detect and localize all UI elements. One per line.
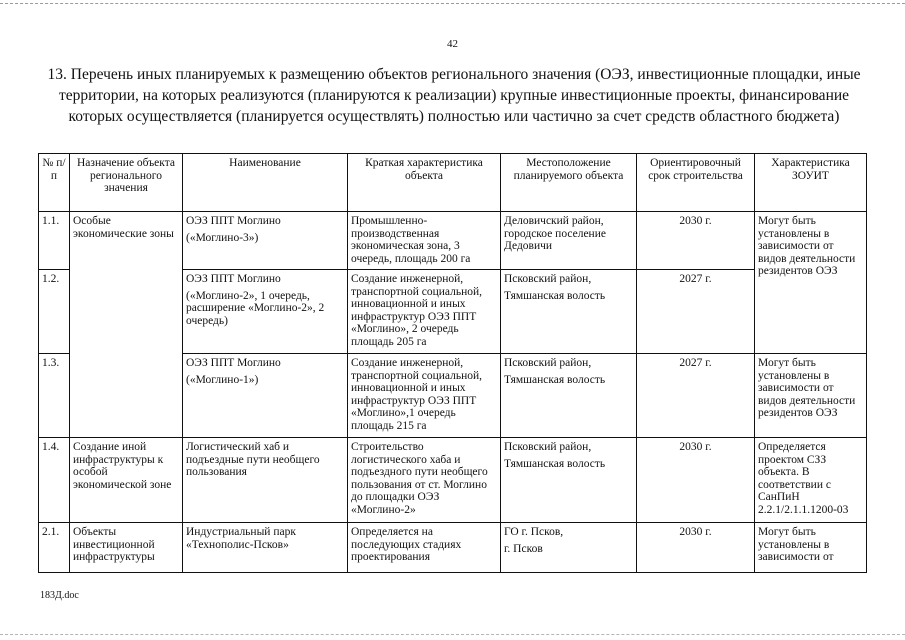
row-name-line2: («Моглино-3») xyxy=(186,231,259,244)
row-name xyxy=(183,354,348,438)
header-purpose: Назначение объекта регионального значения xyxy=(70,154,183,212)
row-location-line1: ГО г. Псков, xyxy=(504,526,564,538)
row-location xyxy=(501,354,637,438)
row-name-line2: («Моглино-1») xyxy=(186,373,259,386)
row-description: Определяется на последующих стадиях проектирования xyxy=(348,523,501,573)
row-zouit: Могут быть установлены в зависимости от видов деятельности резидентов ОЭЗ xyxy=(755,212,867,354)
row-location xyxy=(501,523,637,573)
row-name-line1: Индустриальный парк «Технополис-Псков» xyxy=(186,526,296,551)
row-name xyxy=(183,523,348,573)
row-location-line1: Деловичский район, городское поселение Дедовичи xyxy=(504,215,606,253)
row-description: Создание инженерной, транспортной социальной, инновационной и иных инфраструктур ОЭЗ ППТ «Моглино», 2 очередь площадь 205 га xyxy=(348,270,501,354)
row-name-line1: ОЭЗ ППТ Моглино xyxy=(186,357,281,369)
row-location-line1: Псковский район, xyxy=(504,273,592,285)
row-purpose: Особые экономические зоны xyxy=(70,212,183,438)
row-term: 2030 г. xyxy=(637,523,755,573)
row-name-line1: Логистический хаб и подъездные пути необщего пользования xyxy=(186,441,320,479)
page-number: 42 xyxy=(447,38,458,50)
row-zouit: Могут быть установлены в зависимости от видов деятельности резидентов ОЭЗ xyxy=(755,354,867,438)
row-num: 1.1. xyxy=(39,212,70,270)
row-purpose: Объекты инвестиционной инфраструктуры xyxy=(70,523,183,573)
row-name xyxy=(183,438,348,523)
header-num: № п/п xyxy=(39,154,70,212)
row-name-line2: («Моглино-2», 1 очередь, расширение «Моглино-2», 2 очередь) xyxy=(186,289,325,327)
row-term: 2027 г. xyxy=(637,354,755,438)
section-heading: 13. Перечень иных планируемых к размещению объектов регионального значения (ОЭЗ, инвестиционные площадки, иные территории, на которых реализуются (планируются к реализации) крупные инвестиционные проекты, финансирование которых осуществляется (планируется осуществлять) полностью или частично за счет средств областного бюджета) xyxy=(47,66,861,125)
row-description: Создание инженерной, транспортной социальной, инновационной и иных инфраструктур ОЭЗ ППТ «Моглино»,1 очередь площадь 215 га xyxy=(348,354,501,438)
row-location-line2: Тямшанская волость xyxy=(504,289,606,302)
table-row xyxy=(39,523,867,573)
row-num: 1.3. xyxy=(39,354,70,438)
row-num: 1.4. xyxy=(39,438,70,523)
row-zouit: Определяется проектом СЗЗ объекта. В соответствии с СанПиН 2.2.1/2.1.1.1200-03 xyxy=(755,438,867,523)
row-description: Промышленно-производственная экономическая зона, 3 очередь, площадь 200 га xyxy=(348,212,501,270)
row-name-line1: ОЭЗ ППТ Моглино xyxy=(186,273,281,285)
row-purpose: Создание иной инфраструктуры к особой экономической зоне xyxy=(70,438,183,523)
row-location-line1: Псковский район, xyxy=(504,441,592,453)
row-description: Строительство логистического хаба и подъездного пути необщего пользования от ст. Моглино до площадки ОЭЗ «Моглино-2» xyxy=(348,438,501,523)
table-row xyxy=(39,212,867,270)
row-location-line2: Тямшанская волость xyxy=(504,457,606,470)
row-name xyxy=(183,270,348,354)
header-name: Наименование xyxy=(183,154,348,212)
scan-bottom-edge xyxy=(0,634,905,635)
row-zouit: Могут быть установлены в зависимости от xyxy=(755,523,867,573)
header-location: Местоположение планируемого объекта xyxy=(501,154,637,212)
table-header-row xyxy=(39,154,867,212)
row-num: 1.2. xyxy=(39,270,70,354)
row-term: 2030 г. xyxy=(637,438,755,523)
row-location-line1: Псковский район, xyxy=(504,357,592,369)
row-location xyxy=(501,212,637,270)
file-name-footer: 183Д.doc xyxy=(40,590,79,601)
row-location xyxy=(501,270,637,354)
row-name xyxy=(183,212,348,270)
header-description: Краткая характеристика объекта xyxy=(348,154,501,212)
row-term: 2027 г. xyxy=(637,270,755,354)
row-num: 2.1. xyxy=(39,523,70,573)
row-location xyxy=(501,438,637,523)
scan-top-edge xyxy=(0,3,905,4)
table-row xyxy=(39,438,867,523)
row-term: 2030 г. xyxy=(637,212,755,270)
row-location-line2: г. Псков xyxy=(504,542,543,555)
objects-table xyxy=(38,153,867,573)
header-term: Ориентировочный срок строительства xyxy=(637,154,755,212)
row-location-line2: Тямшанская волость xyxy=(504,373,606,386)
header-zouit: Характеристика ЗОУИТ xyxy=(755,154,867,212)
row-name-line1: ОЭЗ ППТ Моглино xyxy=(186,215,281,227)
